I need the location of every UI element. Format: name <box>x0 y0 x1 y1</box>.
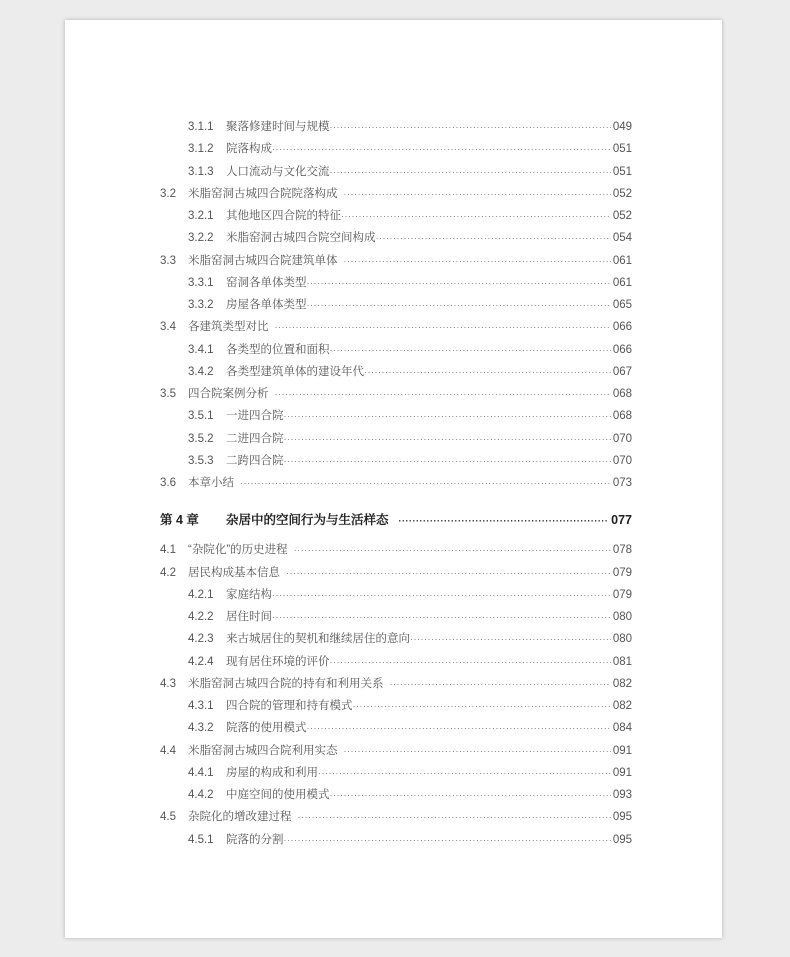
toc-chapter-entry[interactable] <box>160 508 632 532</box>
entry-number: 3.2.2 <box>188 232 214 245</box>
entry-number: 3.5.1 <box>188 410 214 423</box>
toc-entry[interactable] <box>160 450 632 472</box>
dot-leader <box>341 205 611 227</box>
entry-number: 3.5 <box>160 388 176 400</box>
document-page <box>65 20 722 938</box>
dot-leader <box>284 450 611 472</box>
entry-title: 中庭空间的使用模式 <box>226 789 330 801</box>
entry-page-number: 066 <box>612 343 632 356</box>
entry-number: 3.5.2 <box>188 432 214 445</box>
entry-page-number: 065 <box>612 299 632 311</box>
toc-entry[interactable] <box>160 250 632 272</box>
dot-leader <box>364 361 611 383</box>
entry-title: 二跨四合院 <box>226 454 284 467</box>
entry-page-number: 049 <box>612 121 632 133</box>
entry-page-number: 068 <box>612 410 632 423</box>
entry-title: 来古城居住的契机和继续居住的意向 <box>226 633 410 646</box>
entry-page-number: 067 <box>612 365 632 378</box>
toc-entry[interactable] <box>160 829 632 851</box>
entry-number: 3.1.3 <box>188 165 214 178</box>
dot-leader <box>272 138 611 160</box>
entry-page-number: 082 <box>612 700 632 712</box>
entry-number: 4.4 <box>160 744 176 757</box>
entry-title: 本章小结 <box>188 477 234 489</box>
entry-title: 窑洞各单体类型 <box>226 276 307 289</box>
dot-leader <box>275 383 611 405</box>
entry-page-number: 070 <box>612 454 632 467</box>
toc-entry[interactable] <box>160 606 632 628</box>
entry-page-number: 051 <box>612 143 632 156</box>
entry-page-number: 079 <box>612 566 632 579</box>
entry-title: 四合院的管理和持有模式 <box>226 700 353 712</box>
dot-leader <box>275 316 611 338</box>
toc-entry[interactable] <box>160 695 632 717</box>
entry-page-number: 052 <box>612 210 632 222</box>
dot-leader <box>284 829 611 851</box>
toc-entry[interactable] <box>160 339 632 361</box>
toc-entry[interactable] <box>160 673 632 695</box>
entry-title: 各类型建筑单体的建设年代 <box>226 365 364 378</box>
toc-entry[interactable] <box>160 161 632 183</box>
entry-number: 3.1.1 <box>188 121 214 133</box>
entry-number: 4.5 <box>160 811 176 824</box>
entry-number: 4.1 <box>160 544 176 557</box>
entry-title: 二进四合院 <box>226 432 284 445</box>
entry-title: 米脂窑洞古城四合院空间构成 <box>226 232 376 245</box>
toc-entry[interactable] <box>160 205 632 227</box>
dot-leader <box>284 428 611 450</box>
chapter-title: 杂居中的空间行为与生活样态 <box>226 513 389 528</box>
entry-title: 四合院案例分析 <box>188 388 269 400</box>
entry-title: 人口流动与文化交流 <box>226 165 330 178</box>
entry-title: 米脂窑洞古城四合院院落构成 <box>188 187 338 200</box>
toc-entry[interactable] <box>160 762 632 784</box>
toc-entry[interactable] <box>160 428 632 450</box>
entry-page-number: 095 <box>612 833 632 846</box>
toc-entry[interactable] <box>160 740 632 762</box>
chapter-page-number: 077 <box>611 513 632 528</box>
entry-title: 各建筑类型对比 <box>188 321 269 334</box>
dot-leader <box>330 651 611 673</box>
entry-title: 一进四合院 <box>226 410 284 423</box>
chapter-number: 第 4 章 <box>160 513 199 528</box>
dot-leader <box>390 673 611 695</box>
entry-title: 各类型的位置和面积 <box>226 343 330 356</box>
entry-title: 院落的使用模式 <box>226 722 307 735</box>
entry-page-number: 080 <box>612 633 632 646</box>
entry-page-number: 091 <box>612 766 632 779</box>
entry-number: 3.2 <box>160 187 176 200</box>
entry-title: 其他地区四合院的特征 <box>226 210 341 222</box>
toc-entry[interactable] <box>160 272 632 294</box>
dot-leader <box>284 405 611 427</box>
entry-number: 4.4.2 <box>188 789 214 801</box>
toc-entry[interactable] <box>160 806 632 828</box>
toc-entry[interactable] <box>160 138 632 160</box>
toc-entry[interactable] <box>160 183 632 205</box>
dot-leader <box>410 628 611 650</box>
entry-number: 3.3.2 <box>188 299 214 311</box>
toc-entry[interactable] <box>160 405 632 427</box>
entry-page-number: 078 <box>612 544 632 557</box>
entry-title: 现有居住环境的评价 <box>226 655 330 668</box>
entry-page-number: 084 <box>612 722 632 735</box>
entry-title: 居民构成基本信息 <box>188 566 280 579</box>
entry-title: 居住时间 <box>226 611 272 623</box>
entry-number: 4.2.2 <box>188 611 214 623</box>
entry-number: 3.5.3 <box>188 454 214 467</box>
dot-leader <box>307 717 611 739</box>
entry-page-number: 095 <box>612 811 632 824</box>
dot-leader <box>330 161 611 183</box>
dot-leader <box>330 784 611 806</box>
dot-leader <box>307 272 611 294</box>
entry-title: 家庭结构 <box>226 588 272 601</box>
entry-number: 3.4.2 <box>188 365 214 378</box>
entry-number: 3.3.1 <box>188 276 214 289</box>
entry-page-number: 061 <box>612 254 632 267</box>
dot-leader <box>330 339 611 361</box>
entry-number: 3.4.1 <box>188 343 214 356</box>
table-of-contents <box>160 116 632 851</box>
entry-title: 米脂窑洞古城四合院利用实态 <box>188 744 338 757</box>
entry-page-number: 051 <box>612 165 632 178</box>
entry-page-number: 091 <box>612 744 632 757</box>
toc-entry[interactable] <box>160 717 632 739</box>
entry-page-number: 073 <box>612 477 632 489</box>
entry-title: 房屋的构成和利用 <box>226 766 318 779</box>
toc-entry[interactable] <box>160 628 632 650</box>
entry-number: 3.1.2 <box>188 143 214 156</box>
entry-title: 米脂窑洞古城四合院的持有和利用关系 <box>188 677 384 690</box>
entry-title: 房屋各单体类型 <box>226 299 307 311</box>
dot-leader <box>376 227 611 249</box>
entry-title: 聚落修建时间与规模 <box>226 121 330 133</box>
toc-entry[interactable] <box>160 539 632 561</box>
entry-number: 4.2 <box>160 566 176 579</box>
entry-page-number: 081 <box>612 655 632 668</box>
entry-number: 4.3.1 <box>188 700 214 712</box>
entry-title: 院落构成 <box>226 143 272 156</box>
dot-leader <box>272 606 611 628</box>
toc-entry[interactable] <box>160 361 632 383</box>
toc-entry[interactable] <box>160 227 632 249</box>
entry-number: 3.3 <box>160 254 176 267</box>
entry-number: 4.3.2 <box>188 722 214 735</box>
entry-number: 4.2.4 <box>188 655 214 668</box>
entry-page-number: 079 <box>612 588 632 601</box>
toc-entry[interactable] <box>160 383 632 405</box>
dot-leader <box>353 695 611 717</box>
toc-entry[interactable] <box>160 294 632 316</box>
toc-entry[interactable] <box>160 651 632 673</box>
entry-page-number: 070 <box>612 432 632 445</box>
entry-number: 3.6 <box>160 477 176 489</box>
dot-leader <box>286 562 611 584</box>
entry-page-number: 080 <box>612 611 632 623</box>
dot-leader <box>330 116 611 138</box>
dot-leader <box>294 539 611 561</box>
entry-number: 4.2.1 <box>188 588 214 601</box>
entry-title: “杂院化”的历史进程 <box>188 544 288 557</box>
dot-leader <box>318 762 611 784</box>
toc-entry[interactable] <box>160 562 632 584</box>
entry-page-number: 054 <box>612 232 632 245</box>
toc-entry[interactable] <box>160 584 632 606</box>
entry-number: 4.3 <box>160 677 176 690</box>
dot-leader <box>344 740 611 762</box>
entry-title: 杂院化的增改建过程 <box>188 811 292 824</box>
entry-page-number: 052 <box>612 187 632 200</box>
toc-entry[interactable] <box>160 784 632 806</box>
toc-entry[interactable] <box>160 116 632 138</box>
dot-leader <box>399 509 610 533</box>
entry-page-number: 093 <box>612 789 632 801</box>
dot-leader <box>344 183 611 205</box>
dot-leader <box>240 472 611 494</box>
entry-title: 院落的分割 <box>226 833 284 846</box>
dot-leader <box>307 294 611 316</box>
entry-page-number: 061 <box>612 276 632 289</box>
entry-page-number: 068 <box>612 388 632 400</box>
dot-leader <box>272 584 611 606</box>
dot-leader <box>344 250 611 272</box>
entry-number: 3.2.1 <box>188 210 214 222</box>
dot-leader <box>298 806 611 828</box>
entry-title: 米脂窑洞古城四合院建筑单体 <box>188 254 338 267</box>
toc-entry[interactable] <box>160 472 632 494</box>
toc-entry[interactable] <box>160 316 632 338</box>
entry-number: 4.2.3 <box>188 633 214 646</box>
entry-number: 4.4.1 <box>188 766 214 779</box>
entry-page-number: 082 <box>612 677 632 690</box>
entry-number: 4.5.1 <box>188 833 214 846</box>
entry-number: 3.4 <box>160 321 176 334</box>
entry-page-number: 066 <box>612 321 632 334</box>
